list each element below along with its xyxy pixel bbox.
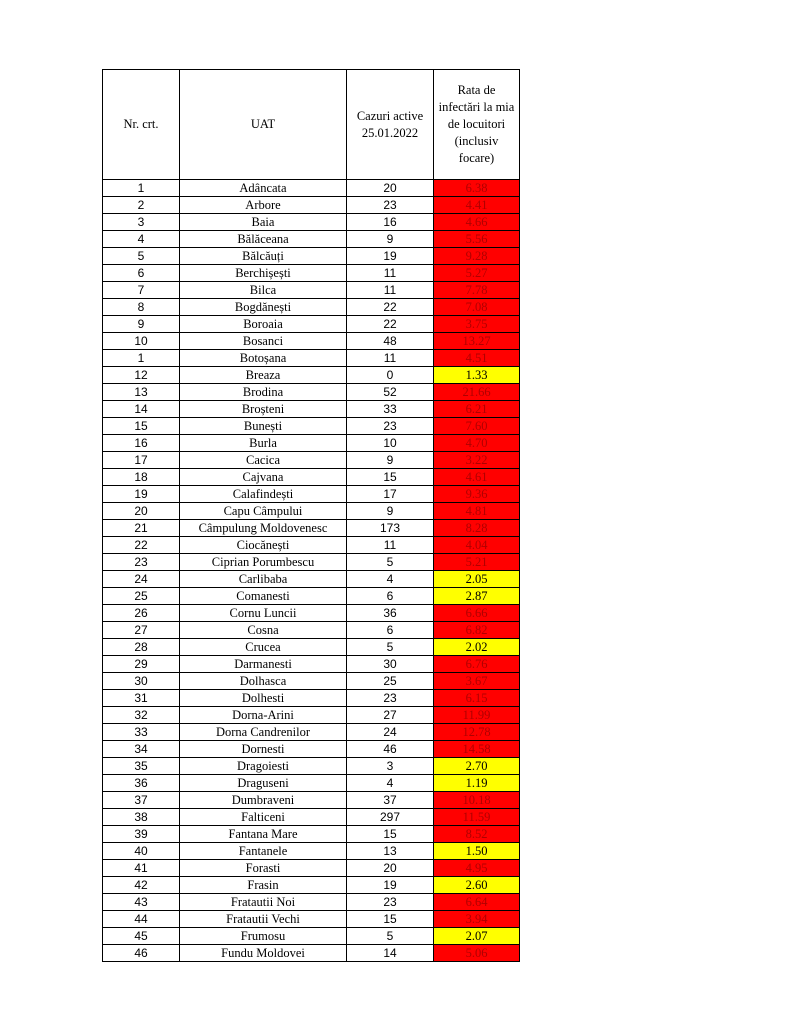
uat-name-cell: Fratautii Noi: [180, 894, 347, 911]
row-number-cell: 19: [103, 486, 180, 503]
table-row: [103, 367, 520, 384]
infection-rate-cell: 6.66: [434, 605, 520, 622]
table-row: [103, 571, 520, 588]
uat-name-cell: Ciprian Porumbescu: [180, 554, 347, 571]
table-row: [103, 384, 520, 401]
table-row: [103, 299, 520, 316]
table-row: [103, 486, 520, 503]
active-cases-cell: 9: [347, 503, 434, 520]
active-cases-cell: 13: [347, 843, 434, 860]
uat-name-cell: Botoșana: [180, 350, 347, 367]
uat-name-cell: Breaza: [180, 367, 347, 384]
table-row: [103, 843, 520, 860]
uat-name-cell: Bilca: [180, 282, 347, 299]
row-number-cell: 4: [103, 231, 180, 248]
active-cases-cell: 4: [347, 775, 434, 792]
table-body: [103, 180, 520, 962]
table-row: [103, 809, 520, 826]
active-cases-cell: 5: [347, 928, 434, 945]
table-row: [103, 894, 520, 911]
infection-rate-cell: 5.56: [434, 231, 520, 248]
infection-rate-cell: 11.59: [434, 809, 520, 826]
uat-name-cell: Frasin: [180, 877, 347, 894]
uat-name-cell: Cosna: [180, 622, 347, 639]
infection-rate-cell: 9.36: [434, 486, 520, 503]
infection-rate-cell: 4.04: [434, 537, 520, 554]
row-number-cell: 21: [103, 520, 180, 537]
table-row: [103, 673, 520, 690]
infection-rate-cell: 11.99: [434, 707, 520, 724]
uat-name-cell: Falticeni: [180, 809, 347, 826]
infection-rate-cell: 5.21: [434, 554, 520, 571]
row-number-cell: 5: [103, 248, 180, 265]
header-nr: Nr. crt.: [103, 70, 180, 180]
uat-name-cell: Boroaia: [180, 316, 347, 333]
row-number-cell: 26: [103, 605, 180, 622]
table-row: [103, 877, 520, 894]
table-row: [103, 350, 520, 367]
row-number-cell: 27: [103, 622, 180, 639]
uat-name-cell: Brodina: [180, 384, 347, 401]
infection-rate-cell: 5.27: [434, 265, 520, 282]
uat-name-cell: Fundu Moldovei: [180, 945, 347, 962]
row-number-cell: 30: [103, 673, 180, 690]
row-number-cell: 44: [103, 911, 180, 928]
table-row: [103, 537, 520, 554]
active-cases-cell: 33: [347, 401, 434, 418]
row-number-cell: 28: [103, 639, 180, 656]
table-row: [103, 197, 520, 214]
active-cases-cell: 36: [347, 605, 434, 622]
uat-name-cell: Draguseni: [180, 775, 347, 792]
row-number-cell: 1: [103, 350, 180, 367]
uat-name-cell: Fantanele: [180, 843, 347, 860]
uat-name-cell: Dumbraveni: [180, 792, 347, 809]
table-row: [103, 724, 520, 741]
table-row: [103, 707, 520, 724]
active-cases-cell: 19: [347, 877, 434, 894]
active-cases-cell: 173: [347, 520, 434, 537]
row-number-cell: 32: [103, 707, 180, 724]
infection-rate-cell: 4.95: [434, 860, 520, 877]
row-number-cell: 42: [103, 877, 180, 894]
row-number-cell: 36: [103, 775, 180, 792]
active-cases-cell: 5: [347, 639, 434, 656]
table-row: [103, 554, 520, 571]
table-row: [103, 826, 520, 843]
table-row: [103, 741, 520, 758]
row-number-cell: 7: [103, 282, 180, 299]
table-row: [103, 860, 520, 877]
table-row: [103, 503, 520, 520]
active-cases-cell: 10: [347, 435, 434, 452]
uat-name-cell: Capu Câmpului: [180, 503, 347, 520]
infection-rate-cell: 5.06: [434, 945, 520, 962]
row-number-cell: 2: [103, 197, 180, 214]
table-row: [103, 639, 520, 656]
table-row: [103, 588, 520, 605]
infection-rate-cell: 2.70: [434, 758, 520, 775]
uat-name-cell: Adâncata: [180, 180, 347, 197]
active-cases-cell: 22: [347, 316, 434, 333]
active-cases-cell: 11: [347, 282, 434, 299]
active-cases-cell: 11: [347, 265, 434, 282]
infection-rate-cell: 21.66: [434, 384, 520, 401]
infection-rate-cell: 2.05: [434, 571, 520, 588]
uat-name-cell: Dragoiesti: [180, 758, 347, 775]
infection-rate-cell: 4.61: [434, 469, 520, 486]
table-row: [103, 418, 520, 435]
uat-name-cell: Bălcăuți: [180, 248, 347, 265]
uat-name-cell: Dorna Candrenilor: [180, 724, 347, 741]
table-row: [103, 520, 520, 537]
table-row: [103, 452, 520, 469]
infection-rate-cell: 2.87: [434, 588, 520, 605]
uat-name-cell: Cornu Luncii: [180, 605, 347, 622]
active-cases-cell: 3: [347, 758, 434, 775]
table-row: [103, 333, 520, 350]
table-row: [103, 945, 520, 962]
active-cases-cell: 15: [347, 826, 434, 843]
infection-rate-cell: 1.19: [434, 775, 520, 792]
active-cases-cell: 14: [347, 945, 434, 962]
active-cases-cell: 5: [347, 554, 434, 571]
active-cases-cell: 16: [347, 214, 434, 231]
active-cases-cell: 30: [347, 656, 434, 673]
table-row: [103, 214, 520, 231]
uat-name-cell: Crucea: [180, 639, 347, 656]
uat-name-cell: Arbore: [180, 197, 347, 214]
infection-rate-cell: 9.28: [434, 248, 520, 265]
uat-name-cell: Ciocănești: [180, 537, 347, 554]
uat-name-cell: Calafindești: [180, 486, 347, 503]
row-number-cell: 10: [103, 333, 180, 350]
table-row: [103, 656, 520, 673]
uat-name-cell: Dornesti: [180, 741, 347, 758]
row-number-cell: 46: [103, 945, 180, 962]
active-cases-cell: 27: [347, 707, 434, 724]
infection-rate-cell: 7.78: [434, 282, 520, 299]
row-number-cell: 8: [103, 299, 180, 316]
row-number-cell: 13: [103, 384, 180, 401]
infection-rate-cell: 3.67: [434, 673, 520, 690]
infection-rate-cell: 1.33: [434, 367, 520, 384]
active-cases-cell: 0: [347, 367, 434, 384]
table-row: [103, 180, 520, 197]
row-number-cell: 29: [103, 656, 180, 673]
row-number-cell: 35: [103, 758, 180, 775]
active-cases-cell: 297: [347, 809, 434, 826]
active-cases-cell: 22: [347, 299, 434, 316]
table-row: [103, 928, 520, 945]
table-row: [103, 435, 520, 452]
table-row: [103, 605, 520, 622]
table-row: [103, 282, 520, 299]
table-row: [103, 775, 520, 792]
infection-rate-cell: 6.38: [434, 180, 520, 197]
row-number-cell: 37: [103, 792, 180, 809]
row-number-cell: 6: [103, 265, 180, 282]
active-cases-cell: 25: [347, 673, 434, 690]
uat-name-cell: Dolhasca: [180, 673, 347, 690]
table-row: [103, 911, 520, 928]
active-cases-cell: 11: [347, 350, 434, 367]
infection-rate-cell: 3.94: [434, 911, 520, 928]
row-number-cell: 15: [103, 418, 180, 435]
infection-rate-cell: 2.60: [434, 877, 520, 894]
active-cases-cell: 4: [347, 571, 434, 588]
infection-rate-cell: 7.08: [434, 299, 520, 316]
infection-rate-cell: 14.58: [434, 741, 520, 758]
infection-rate-cell: 6.82: [434, 622, 520, 639]
row-number-cell: 39: [103, 826, 180, 843]
table-row: [103, 248, 520, 265]
row-number-cell: 9: [103, 316, 180, 333]
uat-name-cell: Fratautii Vechi: [180, 911, 347, 928]
active-cases-cell: 9: [347, 452, 434, 469]
table-row: [103, 690, 520, 707]
uat-name-cell: Frumosu: [180, 928, 347, 945]
active-cases-cell: 52: [347, 384, 434, 401]
active-cases-cell: 37: [347, 792, 434, 809]
uat-name-cell: Dolhesti: [180, 690, 347, 707]
uat-name-cell: Baia: [180, 214, 347, 231]
uat-name-cell: Bălăceana: [180, 231, 347, 248]
header-row: [103, 70, 520, 180]
infection-rate-cell: 4.81: [434, 503, 520, 520]
infection-rate-cell: 1.50: [434, 843, 520, 860]
active-cases-cell: 23: [347, 894, 434, 911]
infection-rate-table: [102, 69, 520, 962]
uat-name-cell: Cajvana: [180, 469, 347, 486]
row-number-cell: 14: [103, 401, 180, 418]
row-number-cell: 33: [103, 724, 180, 741]
uat-name-cell: Carlibaba: [180, 571, 347, 588]
header-uat: UAT: [180, 70, 347, 180]
uat-name-cell: Broșteni: [180, 401, 347, 418]
uat-name-cell: Fantana Mare: [180, 826, 347, 843]
active-cases-cell: 46: [347, 741, 434, 758]
infection-rate-cell: 4.66: [434, 214, 520, 231]
active-cases-cell: 15: [347, 469, 434, 486]
infection-rate-cell: 4.41: [434, 197, 520, 214]
table-row: [103, 622, 520, 639]
active-cases-cell: 48: [347, 333, 434, 350]
infection-rate-cell: 13.27: [434, 333, 520, 350]
row-number-cell: 43: [103, 894, 180, 911]
active-cases-cell: 19: [347, 248, 434, 265]
row-number-cell: 45: [103, 928, 180, 945]
active-cases-cell: 20: [347, 180, 434, 197]
infection-rate-cell: 8.52: [434, 826, 520, 843]
infection-rate-cell: 4.51: [434, 350, 520, 367]
active-cases-cell: 20: [347, 860, 434, 877]
active-cases-cell: 15: [347, 911, 434, 928]
table-row: [103, 469, 520, 486]
active-cases-cell: 11: [347, 537, 434, 554]
uat-name-cell: Darmanesti: [180, 656, 347, 673]
header-active-cases: Cazuri active 25.01.2022: [347, 70, 434, 180]
uat-name-cell: Bosanci: [180, 333, 347, 350]
infection-rate-cell: 6.21: [434, 401, 520, 418]
infection-rate-cell: 6.15: [434, 690, 520, 707]
row-number-cell: 24: [103, 571, 180, 588]
table-row: [103, 316, 520, 333]
active-cases-cell: 23: [347, 197, 434, 214]
row-number-cell: 41: [103, 860, 180, 877]
infection-rate-cell: 12.78: [434, 724, 520, 741]
table-row: [103, 401, 520, 418]
row-number-cell: 38: [103, 809, 180, 826]
uat-name-cell: Bogdănești: [180, 299, 347, 316]
active-cases-cell: 24: [347, 724, 434, 741]
table-row: [103, 231, 520, 248]
row-number-cell: 31: [103, 690, 180, 707]
row-number-cell: 18: [103, 469, 180, 486]
infection-rate-cell: 4.70: [434, 435, 520, 452]
infection-rate-cell: 6.64: [434, 894, 520, 911]
uat-name-cell: Câmpulung Moldovenesc: [180, 520, 347, 537]
uat-name-cell: Forasti: [180, 860, 347, 877]
uat-name-cell: Cacica: [180, 452, 347, 469]
infection-rate-cell: 7.60: [434, 418, 520, 435]
row-number-cell: 23: [103, 554, 180, 571]
uat-name-cell: Dorna-Arini: [180, 707, 347, 724]
infection-rate-cell: 10.18: [434, 792, 520, 809]
active-cases-cell: 17: [347, 486, 434, 503]
uat-name-cell: Berchișești: [180, 265, 347, 282]
row-number-cell: 25: [103, 588, 180, 605]
row-number-cell: 40: [103, 843, 180, 860]
infection-rate-cell: 8.28: [434, 520, 520, 537]
table-header: [103, 70, 520, 180]
uat-name-cell: Bunești: [180, 418, 347, 435]
row-number-cell: 16: [103, 435, 180, 452]
infection-rate-cell: 6.76: [434, 656, 520, 673]
row-number-cell: 17: [103, 452, 180, 469]
row-number-cell: 3: [103, 214, 180, 231]
table-row: [103, 792, 520, 809]
infection-rate-cell: 3.22: [434, 452, 520, 469]
table-row: [103, 758, 520, 775]
row-number-cell: 12: [103, 367, 180, 384]
uat-name-cell: Burla: [180, 435, 347, 452]
infection-rate-cell: 3.75: [434, 316, 520, 333]
infection-rate-cell: 2.07: [434, 928, 520, 945]
header-infection-rate: Rata de infectări la mia de locuitori (inclusiv focare): [434, 70, 520, 180]
active-cases-cell: 9: [347, 231, 434, 248]
row-number-cell: 20: [103, 503, 180, 520]
active-cases-cell: 6: [347, 622, 434, 639]
table-row: [103, 265, 520, 282]
active-cases-cell: 23: [347, 418, 434, 435]
row-number-cell: 22: [103, 537, 180, 554]
active-cases-cell: 23: [347, 690, 434, 707]
active-cases-cell: 6: [347, 588, 434, 605]
row-number-cell: 1: [103, 180, 180, 197]
uat-name-cell: Comanesti: [180, 588, 347, 605]
row-number-cell: 34: [103, 741, 180, 758]
infection-rate-cell: 2.02: [434, 639, 520, 656]
